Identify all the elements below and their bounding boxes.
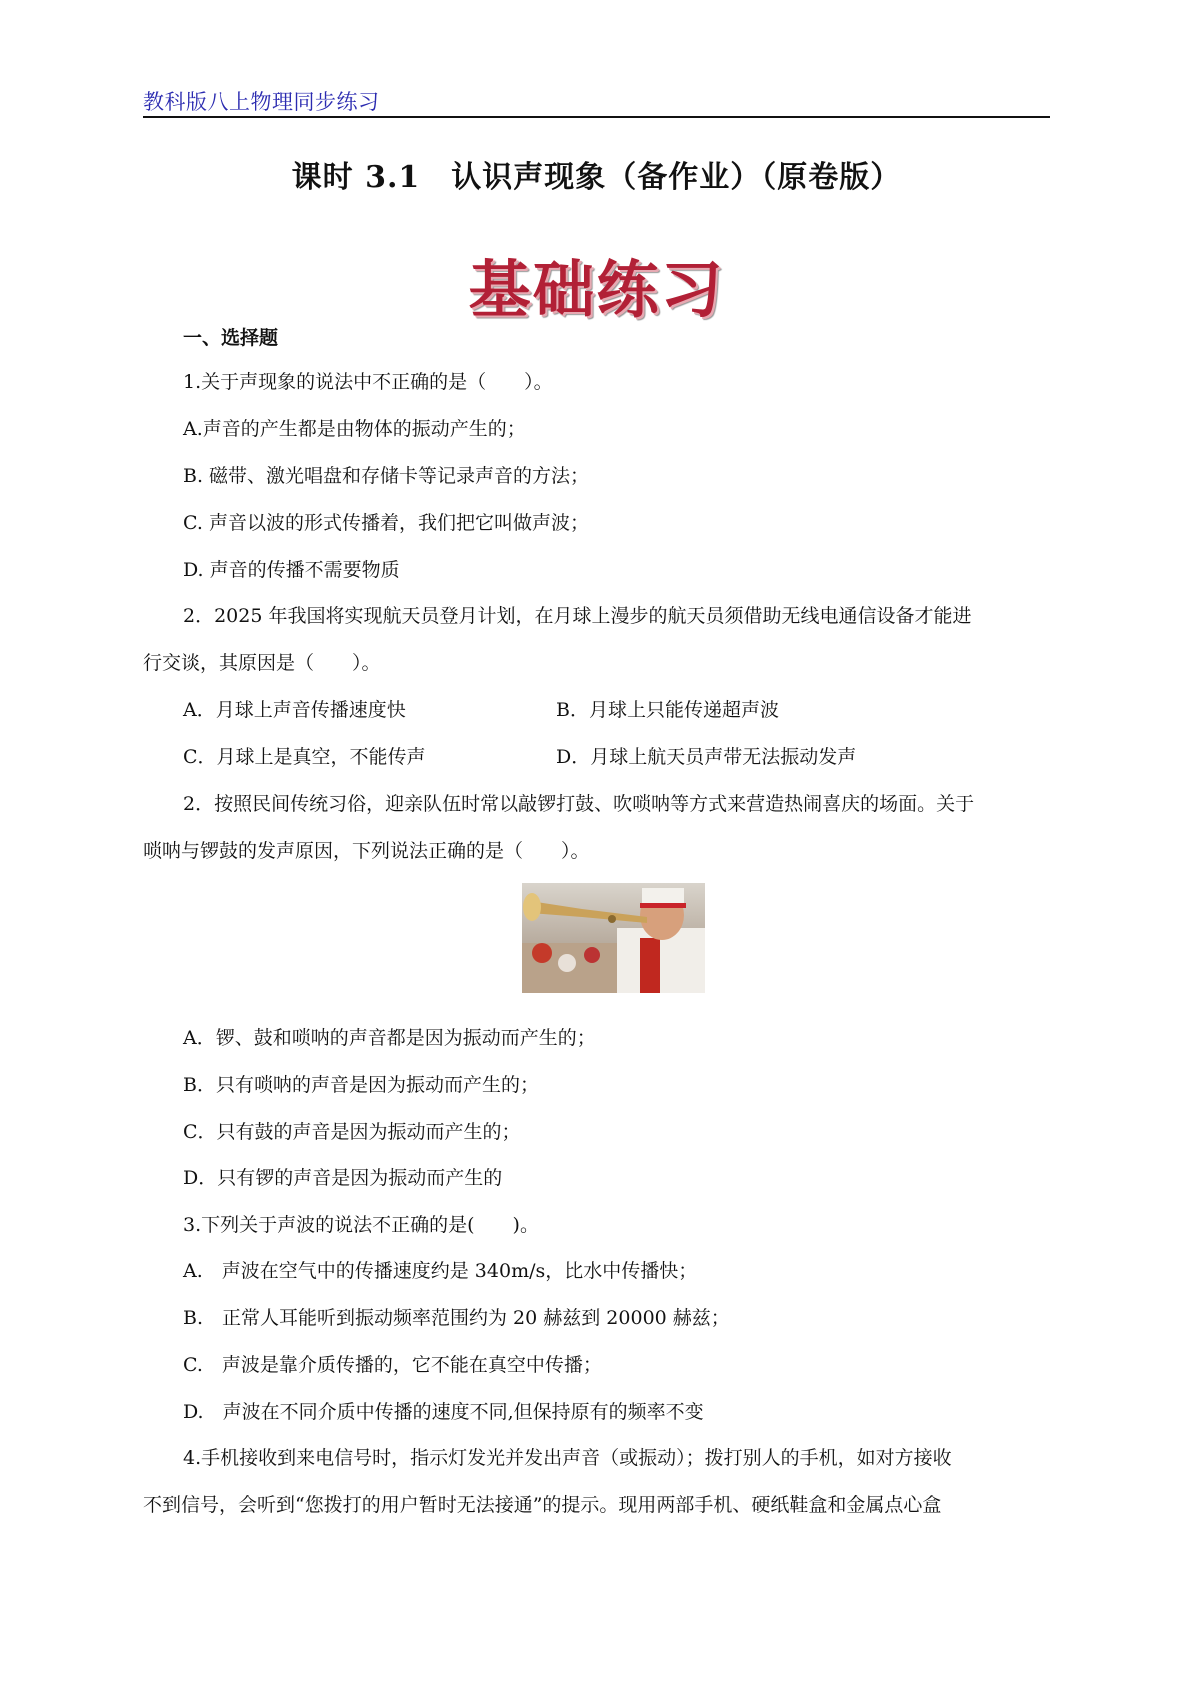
question-1-option-c: C. 声音以波的形式传播着，我们把它叫做声波；: [183, 512, 589, 534]
question-1-option-d: D. 声音的传播不需要物质: [183, 559, 400, 581]
question-4-stem-line1: 4.手机接收到来电信号时，指示灯发光并发出声音（或振动）；拨打别人的手机，如对方接收: [183, 1447, 952, 1469]
question-3-option-c: C. 声波是靠介质传播的，它不能在真空中传播；: [183, 1354, 602, 1376]
question-3-option-b: B. 正常人耳能听到振动频率范围约为 20 赫兹到 20000 赫兹；: [183, 1307, 730, 1329]
suona-player-photo: [522, 883, 705, 993]
section-heading: 一、选择题: [183, 327, 279, 349]
question-3-option-d: D. 声波在不同介质中传播的速度不同,但保持原有的频率不变: [183, 1401, 704, 1423]
section-banner: 基础练习: [468, 253, 725, 326]
question-1-option-b: B. 磁带、激光唱盘和存储卡等记录声音的方法；: [183, 465, 590, 487]
question-1-stem: 1.关于声现象的说法中不正确的是（ ）。: [183, 371, 553, 393]
question-2a-option-c: C．月球上是真空，不能传声: [183, 746, 426, 768]
question-2b-stem-line2: 唢呐与锣鼓的发声原因，下列说法正确的是（ ）。: [143, 840, 590, 862]
question-2a-option-d: D．月球上航天员声带无法振动发声: [556, 746, 857, 768]
page-title: 课时 3.1 认识声现象（备作业）（原卷版）: [291, 160, 902, 195]
question-2b-option-d: D．只有锣的声音是因为振动而产生的: [183, 1167, 503, 1189]
question-2a-stem-line1: 2．2025 年我国将实现航天员登月计划，在月球上漫步的航天员须借助无线电通信设备才能进: [183, 605, 972, 627]
question-2b-option-a: A．锣、鼓和唢呐的声音都是因为振动而产生的；: [183, 1027, 596, 1049]
question-2a-option-a: A．月球上声音传播速度快: [183, 699, 406, 721]
header-divider: [143, 116, 1050, 118]
question-4-stem-line2: 不到信号，会听到“您拨打的用户暂时无法接通”的提示。现用两部手机、硬纸鞋盒和金属点心盒: [143, 1494, 942, 1516]
document-series-header: 教科版八上物理同步练习: [143, 90, 380, 114]
question-3-option-a: A. 声波在空气中的传播速度约是 340m/s，比水中传播快；: [183, 1260, 698, 1282]
question-2b-option-b: B．只有唢呐的声音是因为振动而产生的；: [183, 1074, 539, 1096]
question-2a-stem-line2: 行交谈，其原因是（ ）。: [143, 652, 381, 674]
question-2b-option-c: C．只有鼓的声音是因为振动而产生的；: [183, 1121, 521, 1143]
question-1-option-a: A.声音的产生都是由物体的振动产生的；: [183, 418, 526, 440]
question-3-stem: 3.下列关于声波的说法不正确的是( )。: [183, 1214, 539, 1236]
question-2b-stem-line1: 2．按照民间传统习俗，迎亲队伍时常以敲锣打鼓、吹唢呐等方式来营造热闹喜庆的场面。关于: [183, 793, 975, 815]
question-2a-option-b: B．月球上只能传递超声波: [556, 699, 779, 721]
